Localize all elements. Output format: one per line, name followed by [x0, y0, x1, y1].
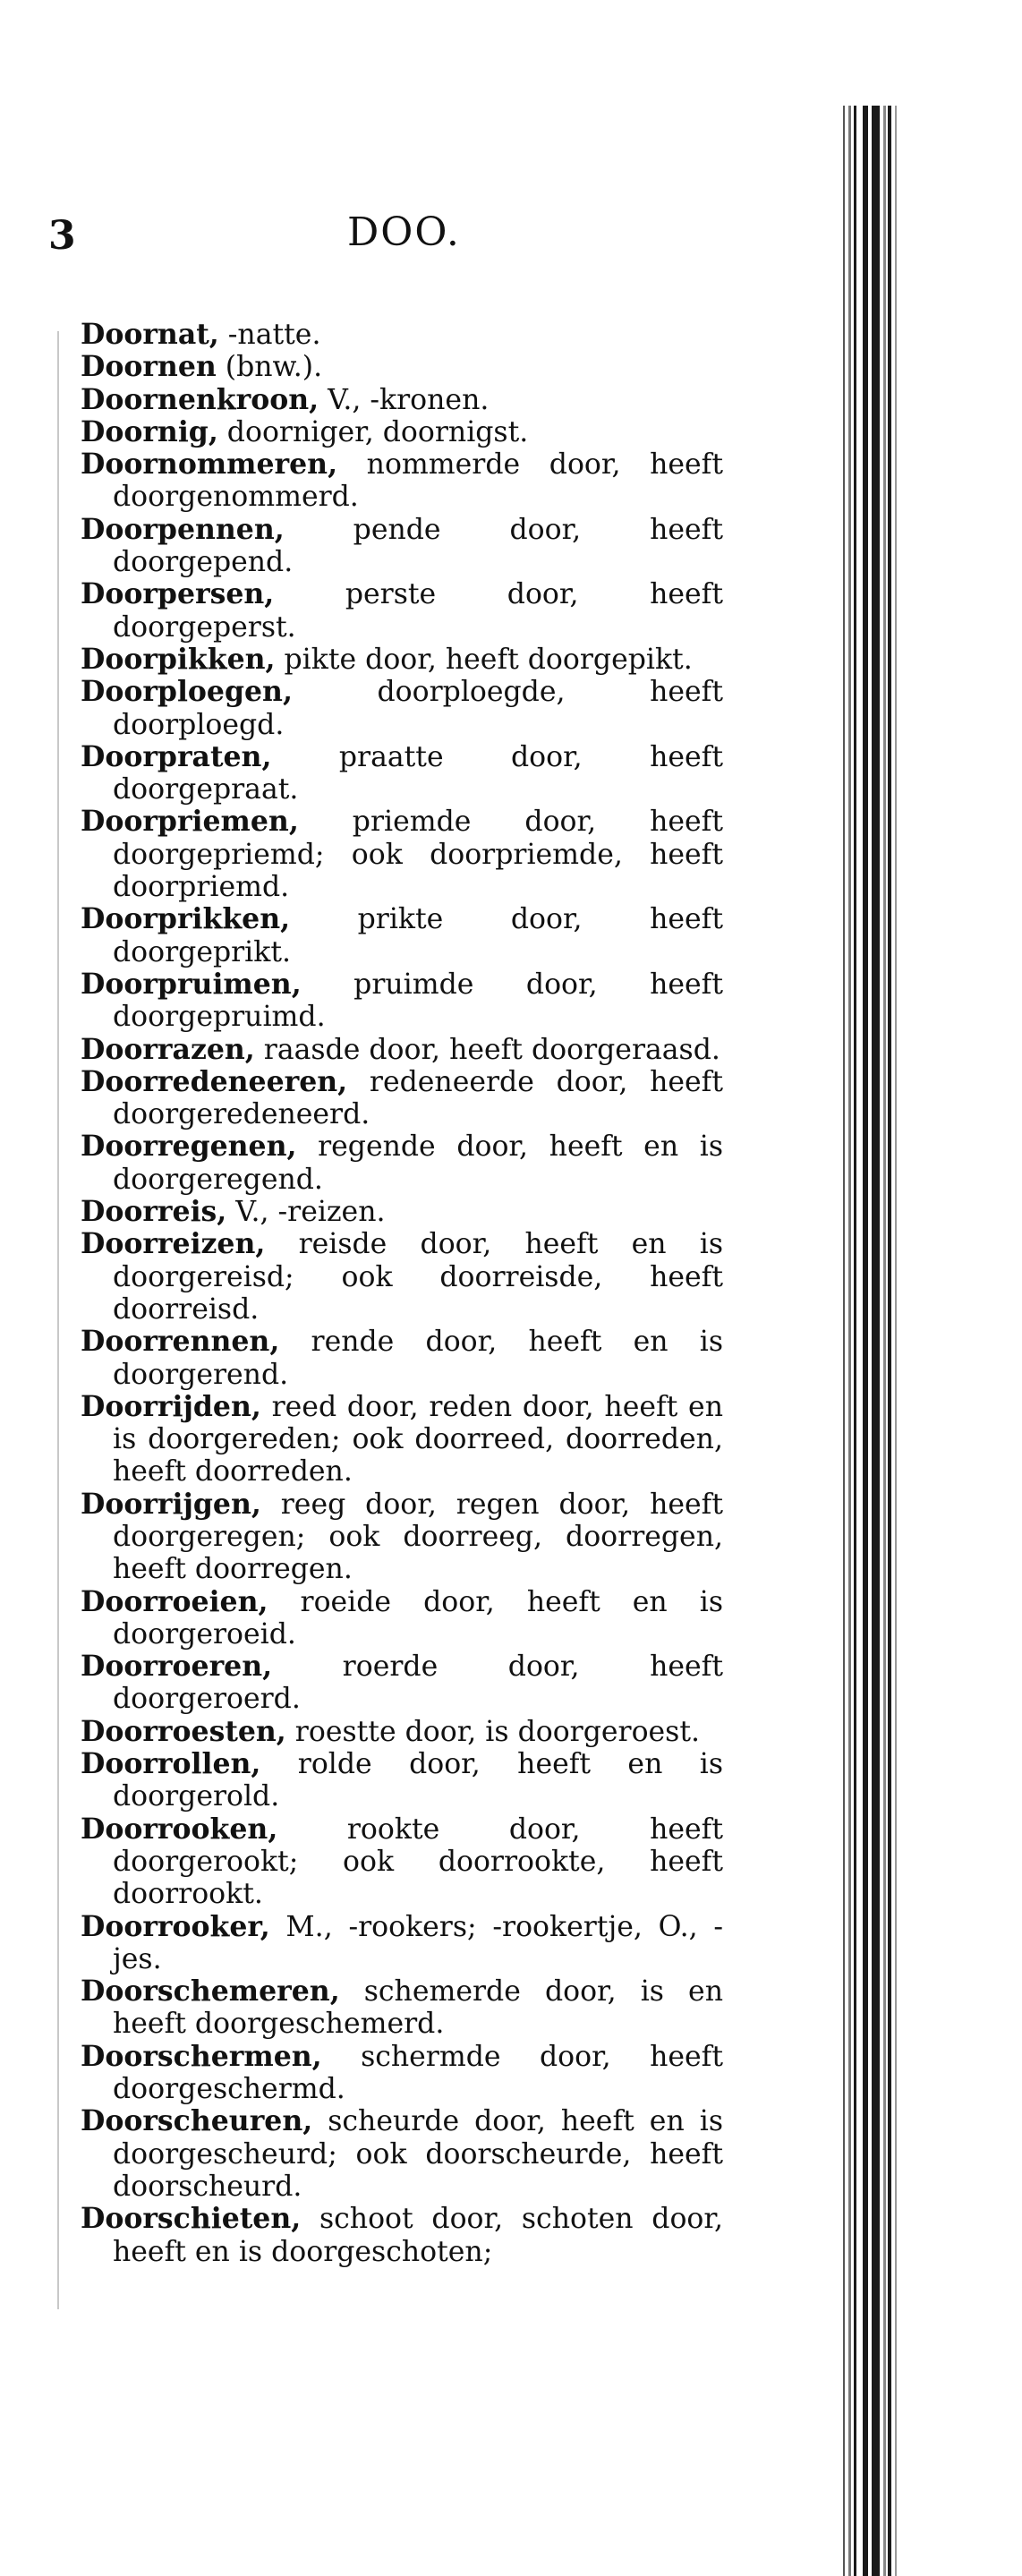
- entry-inflections: (bnw.).: [216, 351, 323, 384]
- entry-headword: Doorploegen,: [81, 675, 293, 709]
- entry-inflections: pende door, heeft doorgepend.: [113, 513, 723, 579]
- gutter-line: [895, 106, 897, 2576]
- gutter-line: [854, 106, 856, 2576]
- entry-headword: Doorreizen,: [81, 1227, 266, 1261]
- entry-inflections: V., -kronen.: [319, 383, 490, 416]
- entry-headword: Doornen: [81, 350, 217, 384]
- dictionary-entry: [81, 1488, 723, 1586]
- entry-inflections: regende door, heeft en is doorgeregend.: [113, 1130, 723, 1196]
- entry-headword: Doorrijgen,: [81, 1487, 261, 1521]
- entry-headword: Doorreis,: [81, 1195, 227, 1229]
- gutter-line: [863, 106, 868, 2576]
- margin-rule: [57, 331, 59, 2309]
- entry-headword: Doorroeren,: [81, 1650, 273, 1684]
- book-spine-gutter: [836, 106, 925, 2576]
- entry-inflections: priemde door, heeft doorgepriemd; ook doorpriemde, heeft doorpriemd.: [113, 806, 723, 904]
- dictionary-entry: [81, 903, 723, 968]
- dictionary-entry: [81, 644, 723, 676]
- dictionary-entry: [81, 1911, 723, 1976]
- dictionary-entry: [81, 514, 723, 579]
- dictionary-entry: [81, 448, 723, 514]
- entry-inflections: prikte door, heeft doorgeprikt.: [113, 903, 723, 968]
- entry-inflections: redeneerde door, heeft doorgeredeneerd.: [113, 1065, 723, 1131]
- dictionary-entry: [81, 1391, 723, 1488]
- dictionary-entry: [81, 806, 723, 903]
- entry-headword: Doorrollen,: [81, 1747, 261, 1781]
- entry-headword: Doorpersen,: [81, 577, 275, 611]
- dictionary-entry: [81, 2041, 723, 2106]
- entry-inflections: rookte door, heeft doorgerookt; ook doorrookte, heeft doorrookt.: [113, 1813, 723, 1911]
- entry-headword: Doorpruimen,: [81, 967, 302, 1001]
- entry-inflections: reisde door, heeft en is doorgereisd; ook doorreisde, heeft doorreisd.: [113, 1228, 723, 1326]
- dictionary-entry: [81, 2203, 723, 2268]
- entry-headword: Doorschermen,: [81, 2039, 322, 2073]
- entry-inflections: V., -reizen.: [226, 1196, 386, 1229]
- entry-inflections: reed door, reden door, heeft en is doorgereden; ook doorreed, doorreden, heeft doorreden.: [113, 1390, 723, 1488]
- entry-inflections: schermde door, heeft doorgeschermd.: [113, 2040, 723, 2106]
- entry-headword: Doorpennen,: [81, 512, 285, 546]
- dictionary-entry: [81, 1326, 723, 1391]
- entry-headword: Doorpikken,: [81, 642, 276, 676]
- entry-inflections: roestte door, is doorgeroest.: [285, 1715, 701, 1748]
- entry-inflections: roeide door, heeft en is doorgeroeid.: [113, 1585, 723, 1651]
- dictionary-entry: [81, 1034, 723, 1066]
- dictionary-entry: [81, 1066, 723, 1131]
- dictionary-entry: [81, 741, 723, 806]
- entry-inflections: scheurde door, heeft en is doorgescheurd; ook doorscheurde, heeft doorscheurd.: [113, 2105, 723, 2203]
- dictionary-entry: [81, 1651, 723, 1716]
- dictionary-entry: [81, 351, 723, 383]
- entry-inflections: pruimde door, heeft doorgepruimd.: [113, 968, 723, 1034]
- entry-inflections: doorploegde, heeft doorploegd.: [113, 676, 723, 741]
- entry-headword: Doorrooken,: [81, 1812, 278, 1846]
- dictionary-entry: [81, 319, 723, 351]
- entry-inflections: schemerde door, is en heeft doorgeschemerd.: [113, 1975, 723, 2041]
- dictionary-entry: [81, 1228, 723, 1326]
- entry-headword: Doorpriemen,: [81, 805, 299, 839]
- entry-inflections: -natte.: [218, 319, 321, 351]
- dictionary-entry: [81, 1716, 723, 1748]
- entry-headword: Doorscheuren,: [81, 2104, 313, 2138]
- entry-inflections: schoot door, schoten door, heeft en is doorgeschoten;: [113, 2203, 723, 2268]
- entry-headword: Doorroesten,: [81, 1714, 286, 1748]
- entry-inflections: pikte door, heeft doorgepikt.: [275, 643, 693, 676]
- entry-headword: Doorregenen,: [81, 1130, 297, 1164]
- dictionary-entry: [81, 1586, 723, 1651]
- dictionary-entry: [81, 1748, 723, 1813]
- gutter-line: [843, 106, 845, 2576]
- page-number: 3: [48, 213, 77, 259]
- entry-inflections: M., -rookers; -rookertje, O., -jes.: [113, 1910, 723, 1975]
- entry-headword: Doorrijden,: [81, 1389, 261, 1423]
- dictionary-entry: [81, 416, 723, 448]
- dictionary-entry: [81, 1130, 723, 1196]
- entry-inflections: nommerde door, heeft doorgenommerd.: [113, 448, 723, 514]
- entry-headword: Doorrazen,: [81, 1032, 255, 1066]
- entry-inflections: perste door, heeft doorgeperst.: [113, 578, 723, 644]
- entry-inflections: praatte door, heeft doorgepraat.: [113, 740, 723, 806]
- dictionary-entry: [81, 1813, 723, 1911]
- dictionary-entry: [81, 1196, 723, 1228]
- dictionary-entry: [81, 578, 723, 644]
- entry-headword: Doorpraten,: [81, 739, 272, 773]
- dictionary-entry: [81, 676, 723, 741]
- dictionary-entry-list: [81, 319, 723, 2268]
- dictionary-entry: [81, 384, 723, 416]
- entry-inflections: doorniger, doornigst.: [217, 415, 529, 448]
- entry-headword: Doornat,: [81, 318, 219, 351]
- dictionary-entry: [81, 1975, 723, 2041]
- gutter-line: [848, 106, 851, 2576]
- entry-headword: Doorroeien,: [81, 1584, 268, 1618]
- entry-inflections: raasde door, heeft doorgeraasd.: [254, 1033, 720, 1066]
- entry-inflections: reeg door, regen door, heeft doorgeregen; ook doorreeg, doorregen, heeft doorregen.: [113, 1488, 723, 1586]
- entry-headword: Doorrooker,: [81, 1909, 270, 1943]
- dictionary-entry: [81, 968, 723, 1034]
- gutter-line: [888, 106, 891, 2576]
- entry-headword: Doornig,: [81, 414, 218, 448]
- entry-headword: Doornommeren,: [81, 448, 338, 482]
- entry-headword: Doorprikken,: [81, 902, 291, 936]
- entry-inflections: rende door, heeft en is doorgerend.: [113, 1326, 723, 1391]
- entry-headword: Doorschemeren,: [81, 1975, 340, 2009]
- gutter-line: [883, 106, 886, 2576]
- entry-headword: Doorschieten,: [81, 2202, 302, 2236]
- gutter-line: [872, 106, 880, 2576]
- running-head: DOO.: [347, 209, 461, 255]
- entry-inflections: roerde door, heeft doorgeroerd.: [113, 1651, 723, 1716]
- entry-headword: Doornenkroon,: [81, 382, 319, 416]
- dictionary-entry: [81, 2105, 723, 2203]
- entry-headword: Doorredeneeren,: [81, 1064, 348, 1098]
- entry-headword: Doorrennen,: [81, 1325, 280, 1359]
- entry-inflections: rolde door, heeft en is doorgerold.: [113, 1748, 723, 1813]
